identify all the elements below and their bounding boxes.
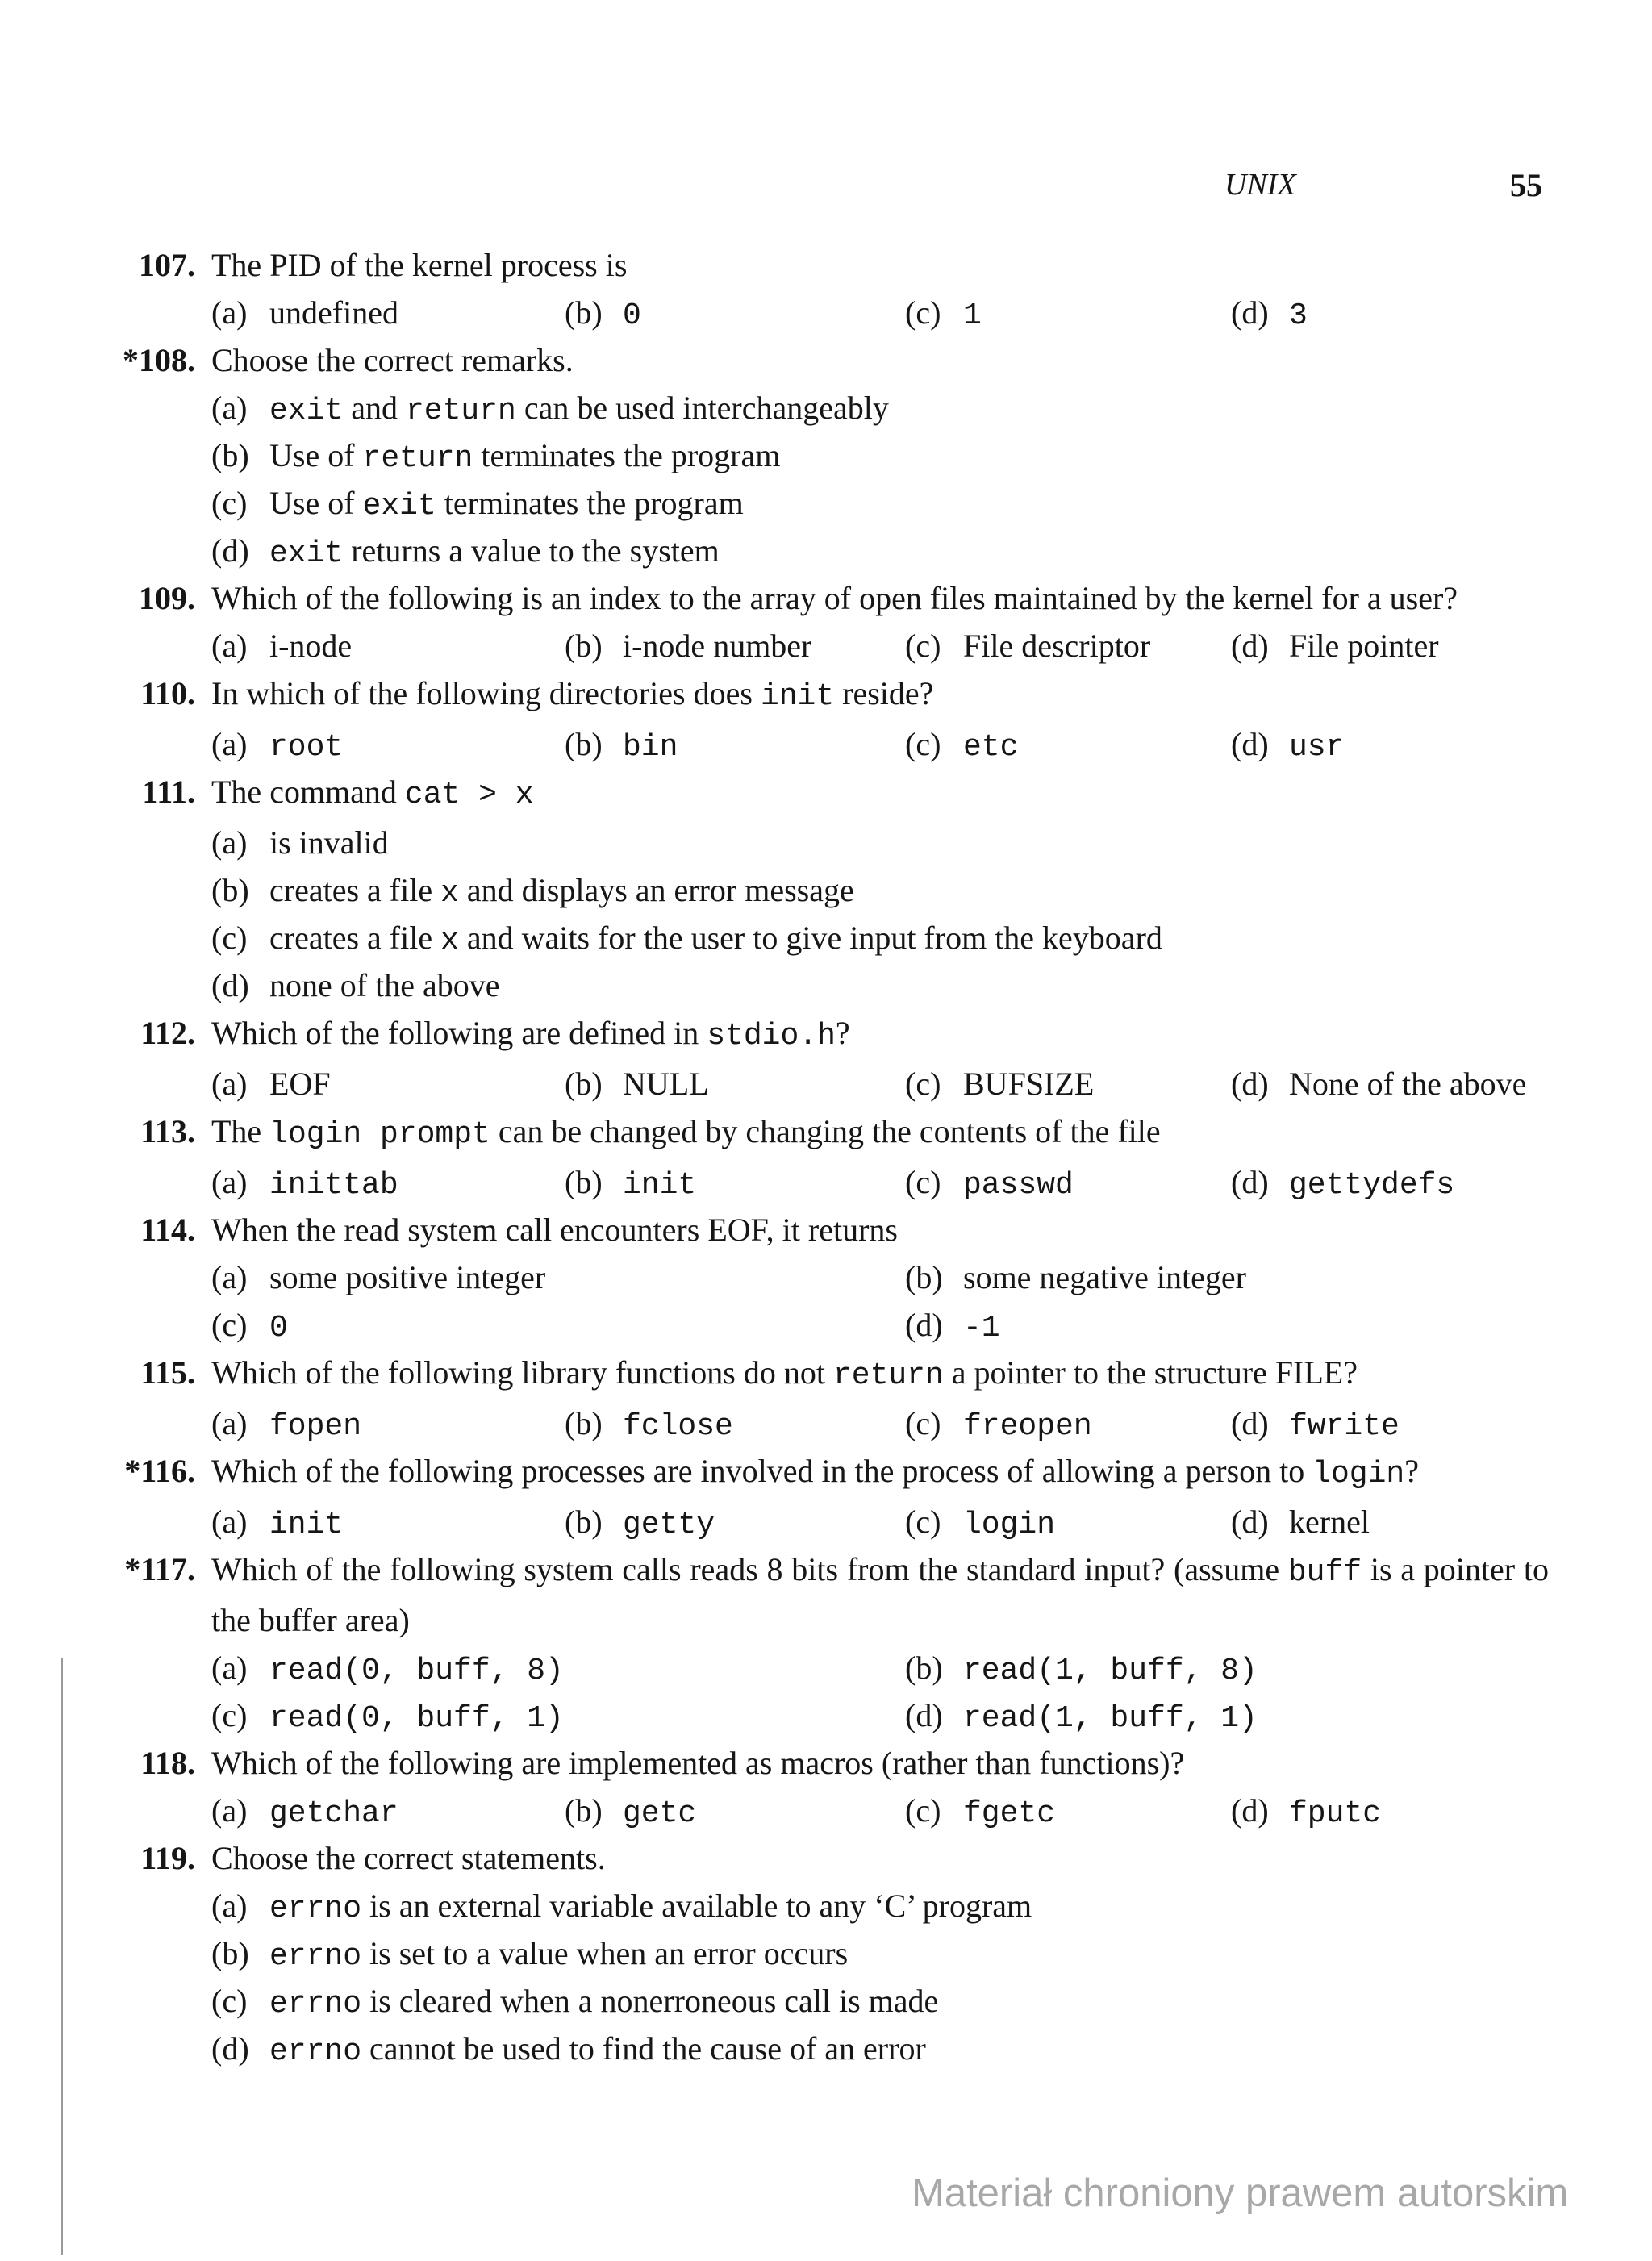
- options-row: [0, 1644, 1652, 1692]
- options-row: [0, 1787, 1652, 1834]
- options-row: [0, 1692, 1652, 1739]
- question-stem: [0, 241, 1652, 289]
- options-row: [0, 720, 1652, 768]
- option-c: [905, 622, 1150, 670]
- code-fragment: 0: [623, 298, 641, 333]
- code-fragment: fgetc: [963, 1796, 1056, 1831]
- text-fragment: is a pointer to the buffer area): [211, 1551, 1549, 1638]
- code-fragment: exit: [362, 489, 436, 524]
- question-text: [211, 1739, 1549, 1787]
- option-b: [565, 1787, 696, 1838]
- scan-margin-line: [61, 1658, 63, 2255]
- code-fragment: 3: [1289, 298, 1308, 333]
- code-fragment: bin: [623, 730, 678, 765]
- question: [0, 1546, 1652, 1739]
- option-line: [211, 384, 1652, 432]
- code-fragment: 1: [963, 298, 982, 333]
- options-list: [0, 1882, 1652, 2072]
- text-fragment: Which of the following library functions do not: [211, 1354, 833, 1391]
- option-label: (a): [211, 1504, 248, 1540]
- question: [0, 768, 1652, 1009]
- option-b: [905, 1254, 1246, 1301]
- question-text: [211, 768, 1549, 819]
- option-label: (c): [211, 1983, 248, 2019]
- code-fragment: getty: [623, 1508, 715, 1542]
- option-a: [211, 622, 352, 670]
- text-fragment: Which of the following are defined in: [211, 1015, 707, 1051]
- text-fragment: returns a value to the system: [343, 532, 720, 569]
- text-fragment: Which of the following is an index to the array of open files maintained by the kernel for a user?: [211, 580, 1458, 616]
- option-label: (b): [565, 726, 603, 762]
- option-label: (a): [211, 294, 248, 331]
- option-label: (c): [211, 485, 248, 521]
- option-b: [565, 289, 641, 340]
- option-c: [211, 1983, 938, 2019]
- options-list: [0, 819, 1652, 1009]
- text-fragment: ?: [835, 1015, 850, 1051]
- option-c: [905, 1498, 1055, 1549]
- option-b: [565, 1158, 696, 1209]
- text-fragment: Which of the following system calls reads 8 bits from the standard input? (assume: [211, 1551, 1288, 1587]
- option-b: [565, 622, 811, 670]
- option-d: [905, 1692, 1258, 1742]
- option-d: [1231, 1498, 1370, 1546]
- text-fragment: creates a file: [269, 920, 441, 956]
- option-d: [1231, 622, 1439, 670]
- question-stem: [0, 574, 1652, 622]
- option-label: (b): [565, 1405, 603, 1441]
- option-b: [211, 1935, 849, 1974]
- option-a: [211, 1158, 398, 1209]
- option-d: [1231, 289, 1308, 340]
- options-row: [0, 1400, 1652, 1447]
- text-fragment: The: [211, 1113, 270, 1149]
- code-fragment: read(0, buff, 1): [269, 1701, 564, 1736]
- question: [0, 670, 1652, 768]
- option-label: (c): [211, 1697, 248, 1733]
- option-c: [211, 485, 744, 524]
- question-text: [211, 1206, 1549, 1254]
- code-fragment: x: [440, 876, 459, 911]
- option-a: [211, 390, 889, 426]
- option-line: [211, 962, 1652, 1009]
- option-label: (b): [211, 872, 249, 908]
- text-fragment: some negative integer: [963, 1259, 1246, 1295]
- question-number: 118.: [140, 1745, 195, 1781]
- question: [0, 336, 1652, 574]
- question-stem: [0, 1546, 1652, 1644]
- option-label: (c): [211, 920, 248, 956]
- option-line: [211, 1977, 1652, 2025]
- options-list: [0, 384, 1652, 574]
- option-b: [565, 1060, 709, 1108]
- text-fragment: none of the above: [269, 967, 500, 1003]
- option-a: [211, 289, 398, 336]
- text-fragment: Which of the following are implemented as macros (rather than functions)?: [211, 1745, 1185, 1781]
- option-label: (c): [211, 1307, 248, 1343]
- option-label: (a): [211, 1650, 248, 1686]
- text-fragment: can be changed by changing the contents of the file: [490, 1113, 1161, 1149]
- options-row: [0, 1254, 1652, 1301]
- option-line: [211, 819, 1652, 866]
- code-fragment: root: [269, 730, 344, 765]
- question-stem: [0, 1447, 1652, 1498]
- option-label: (c): [905, 1066, 941, 1102]
- option-d: [1231, 1787, 1381, 1838]
- question-number: 115.: [140, 1354, 195, 1391]
- code-fragment: fclose: [623, 1409, 733, 1444]
- text-fragment: The command: [211, 774, 405, 810]
- options-row: [0, 289, 1652, 336]
- option-label: (d): [1231, 628, 1269, 664]
- question-stem: [0, 1206, 1652, 1254]
- text-fragment: reside?: [834, 675, 934, 711]
- question-number: 110.: [140, 675, 195, 711]
- option-label: (d): [211, 967, 249, 1003]
- question-stem: [0, 1739, 1652, 1787]
- option-label: (d): [905, 1307, 943, 1343]
- option-d: [905, 1301, 1000, 1352]
- code-fragment: stdio.h: [707, 1019, 836, 1053]
- running-head: [0, 161, 1652, 210]
- option-b: [565, 1400, 733, 1450]
- code-fragment: errno: [269, 2034, 362, 2069]
- question: [0, 1834, 1652, 2072]
- question-text: [211, 241, 1549, 289]
- option-b: [211, 437, 781, 476]
- code-fragment: exit: [269, 394, 344, 428]
- option-c: [905, 289, 982, 340]
- option-d: [1231, 1060, 1526, 1108]
- code-fragment: login prompt: [269, 1117, 490, 1152]
- text-fragment: can be used interchangeably: [515, 390, 889, 426]
- text-fragment: a pointer to the structure FILE?: [943, 1354, 1358, 1391]
- option-line: [211, 1882, 1652, 1929]
- question: [0, 241, 1652, 336]
- code-fragment: gettydefs: [1289, 1168, 1455, 1203]
- option-label: (a): [211, 628, 248, 664]
- code-fragment: freopen: [963, 1409, 1092, 1444]
- code-fragment: getc: [623, 1796, 697, 1831]
- code-fragment: fopen: [269, 1409, 362, 1444]
- question-number: *108.: [123, 342, 195, 378]
- question: [0, 1206, 1652, 1349]
- question-stem: [0, 1108, 1652, 1158]
- code-fragment: read(0, buff, 8): [269, 1654, 564, 1688]
- code-fragment: fwrite: [1289, 1409, 1400, 1444]
- option-a: [211, 1400, 361, 1450]
- text-fragment: and: [343, 390, 406, 426]
- option-c: [905, 1158, 1074, 1209]
- option-label: (d): [1231, 726, 1269, 762]
- options-row: [0, 1060, 1652, 1108]
- option-label: (d): [1231, 1504, 1269, 1540]
- code-fragment: init: [623, 1168, 697, 1203]
- option-d: [211, 2030, 926, 2067]
- option-a: [211, 824, 389, 861]
- code-fragment: login: [963, 1508, 1056, 1542]
- option-d: [1231, 1158, 1454, 1209]
- option-line: [211, 866, 1652, 914]
- code-fragment: usr: [1289, 730, 1345, 765]
- option-label: (b): [211, 1935, 249, 1971]
- code-fragment: return: [362, 441, 473, 476]
- option-label: (c): [905, 1164, 941, 1200]
- text-fragment: is set to a value when an error occurs: [361, 1935, 849, 1971]
- code-fragment: init: [269, 1508, 344, 1542]
- text-fragment: i-node number: [623, 628, 812, 664]
- code-fragment: buff: [1287, 1555, 1362, 1590]
- option-c: [905, 720, 1018, 771]
- code-fragment: etc: [963, 730, 1019, 765]
- question-number: *117.: [124, 1551, 195, 1587]
- text-fragment: In which of the following directories does: [211, 675, 761, 711]
- option-label: (b): [905, 1650, 943, 1686]
- question: [0, 1108, 1652, 1206]
- code-fragment: cat > x: [404, 778, 534, 812]
- text-fragment: i-node: [269, 628, 353, 664]
- option-label: (d): [211, 532, 249, 569]
- option-label: (c): [905, 1792, 941, 1829]
- text-fragment: terminates the program: [473, 437, 781, 473]
- text-fragment: BUFSIZE: [963, 1066, 1095, 1102]
- text-fragment: The PID of the kernel process is: [211, 247, 628, 283]
- code-fragment: errno: [269, 1892, 362, 1926]
- option-label: (b): [565, 1066, 603, 1102]
- option-a: [211, 1498, 343, 1549]
- option-c: [211, 1692, 564, 1742]
- code-fragment: fputc: [1289, 1796, 1382, 1831]
- text-fragment: Which of the following processes are involved in the process of allowing a person to: [211, 1453, 1313, 1489]
- text-fragment: Choose the correct statements.: [211, 1840, 606, 1876]
- question-number: 107.: [139, 247, 195, 283]
- text-fragment: is invalid: [269, 824, 389, 861]
- option-label: (b): [565, 1504, 603, 1540]
- option-c: [211, 920, 1162, 956]
- question-stem: [0, 336, 1652, 384]
- option-label: (d): [1231, 1792, 1269, 1829]
- text-fragment: undefined: [269, 294, 398, 331]
- question-number: *116.: [124, 1453, 195, 1489]
- running-head-title: UNIX: [1224, 168, 1296, 202]
- question: [0, 1349, 1652, 1447]
- option-line: [211, 914, 1652, 962]
- question-list: [0, 241, 1652, 2072]
- option-c: [905, 1787, 1055, 1838]
- code-fragment: exit: [269, 536, 344, 571]
- code-fragment: inittab: [269, 1168, 398, 1203]
- code-fragment: passwd: [963, 1168, 1074, 1203]
- code-fragment: init: [760, 679, 835, 714]
- option-a: [211, 1787, 398, 1838]
- option-label: (c): [905, 294, 941, 331]
- option-line: [211, 1929, 1652, 1977]
- option-label: (c): [905, 1504, 941, 1540]
- option-line: [211, 527, 1652, 574]
- question-text: [211, 1349, 1549, 1400]
- question-number: 111.: [142, 774, 195, 810]
- text-fragment: and displays an error message: [458, 872, 854, 908]
- code-fragment: return: [832, 1358, 944, 1393]
- option-line: [211, 479, 1652, 527]
- option-label: (a): [211, 726, 248, 762]
- option-label: (b): [211, 437, 249, 473]
- question: [0, 574, 1652, 670]
- option-label: (a): [211, 1888, 248, 1924]
- text-fragment: Use of: [269, 437, 363, 473]
- text-fragment: ?: [1404, 1453, 1419, 1489]
- option-label: (c): [905, 726, 941, 762]
- option-d: [211, 967, 499, 1003]
- code-fragment: 0: [269, 1311, 288, 1345]
- question-stem: [0, 1349, 1652, 1400]
- option-label: (a): [211, 1792, 248, 1829]
- question-text: [211, 336, 1549, 384]
- code-fragment: getchar: [269, 1796, 398, 1831]
- option-a: [211, 1254, 545, 1301]
- text-fragment: kernel: [1289, 1504, 1370, 1540]
- option-label: (d): [905, 1697, 943, 1733]
- option-a: [211, 720, 343, 771]
- question-stem: [0, 1834, 1652, 1882]
- question-text: [211, 1546, 1549, 1644]
- option-label: (b): [565, 628, 603, 664]
- option-label: (b): [565, 1792, 603, 1829]
- option-c: [905, 1400, 1092, 1450]
- text-fragment: File pointer: [1289, 628, 1439, 664]
- text-fragment: Choose the correct remarks.: [211, 342, 574, 378]
- question-number: 112.: [140, 1015, 195, 1051]
- option-label: (c): [905, 628, 941, 664]
- text-fragment: some positive integer: [269, 1259, 546, 1295]
- text-fragment: When the read system call encounters EOF, it returns: [211, 1212, 898, 1248]
- option-label: (c): [905, 1405, 941, 1441]
- option-c: [211, 1301, 288, 1352]
- question-text: [211, 670, 1549, 720]
- option-label: (a): [211, 1259, 248, 1295]
- option-a: [211, 1060, 331, 1108]
- option-label: (d): [1231, 1405, 1269, 1441]
- option-a: [211, 1888, 1032, 1924]
- question: [0, 1739, 1652, 1834]
- text-fragment: Use of: [269, 485, 363, 521]
- code-fragment: errno: [269, 1987, 362, 2021]
- option-line: [211, 2025, 1652, 2072]
- question-text: [211, 1834, 1549, 1882]
- code-fragment: login: [1312, 1457, 1405, 1491]
- option-label: (d): [1231, 294, 1269, 331]
- question-number: 114.: [140, 1212, 195, 1248]
- question: [0, 1447, 1652, 1546]
- question-stem: [0, 1009, 1652, 1060]
- option-a: [211, 1644, 564, 1695]
- option-label: (a): [211, 1164, 248, 1200]
- code-fragment: read(1, buff, 8): [963, 1654, 1258, 1688]
- text-fragment: File descriptor: [963, 628, 1151, 664]
- option-label: (a): [211, 1405, 248, 1441]
- question-text: [211, 1108, 1549, 1158]
- option-line: [211, 432, 1652, 479]
- copyright-watermark: Materiał chroniony prawem autorskim: [912, 2171, 1569, 2215]
- option-d: [211, 532, 720, 569]
- option-c: [905, 1060, 1094, 1108]
- option-label: (a): [211, 390, 248, 426]
- option-b: [565, 720, 678, 771]
- code-fragment: -1: [963, 1311, 1000, 1345]
- text-fragment: cannot be used to find the cause of an error: [361, 2030, 926, 2067]
- code-fragment: read(1, buff, 1): [963, 1701, 1258, 1736]
- option-label: (b): [565, 1164, 603, 1200]
- text-fragment: EOF: [269, 1066, 331, 1102]
- option-b: [211, 872, 854, 911]
- code-fragment: x: [440, 924, 459, 958]
- question-stem: [0, 670, 1652, 720]
- option-label: (d): [1231, 1164, 1269, 1200]
- option-b: [905, 1644, 1258, 1695]
- question: [0, 1009, 1652, 1108]
- code-fragment: return: [405, 394, 516, 428]
- option-d: [1231, 1400, 1400, 1450]
- question-number: 119.: [140, 1840, 195, 1876]
- text-fragment: and waits for the user to give input from the keyboard: [458, 920, 1162, 956]
- option-label: (b): [905, 1259, 943, 1295]
- page-number: 55: [1510, 167, 1542, 203]
- text-fragment: NULL: [623, 1066, 709, 1102]
- option-b: [565, 1498, 715, 1549]
- options-row: [0, 622, 1652, 670]
- text-fragment: is cleared when a nonerroneous call is made: [361, 1983, 939, 2019]
- options-row: [0, 1498, 1652, 1546]
- question-text: [211, 1009, 1549, 1060]
- options-row: [0, 1158, 1652, 1206]
- question-number: 109.: [139, 580, 195, 616]
- question-text: [211, 1447, 1549, 1498]
- option-label: (a): [211, 1066, 248, 1102]
- option-label: (d): [1231, 1066, 1269, 1102]
- code-fragment: errno: [269, 1939, 362, 1974]
- question-text: [211, 574, 1549, 622]
- option-label: (b): [565, 294, 603, 331]
- question-stem: [0, 768, 1652, 819]
- option-label: (a): [211, 824, 248, 861]
- option-label: (d): [211, 2030, 249, 2067]
- text-fragment: None of the above: [1289, 1066, 1527, 1102]
- text-fragment: is an external variable available to any ‘C’ program: [361, 1888, 1032, 1924]
- options-row: [0, 1301, 1652, 1349]
- text-fragment: terminates the program: [436, 485, 744, 521]
- question-number: 113.: [140, 1113, 195, 1149]
- text-fragment: creates a file: [269, 872, 441, 908]
- option-d: [1231, 720, 1344, 771]
